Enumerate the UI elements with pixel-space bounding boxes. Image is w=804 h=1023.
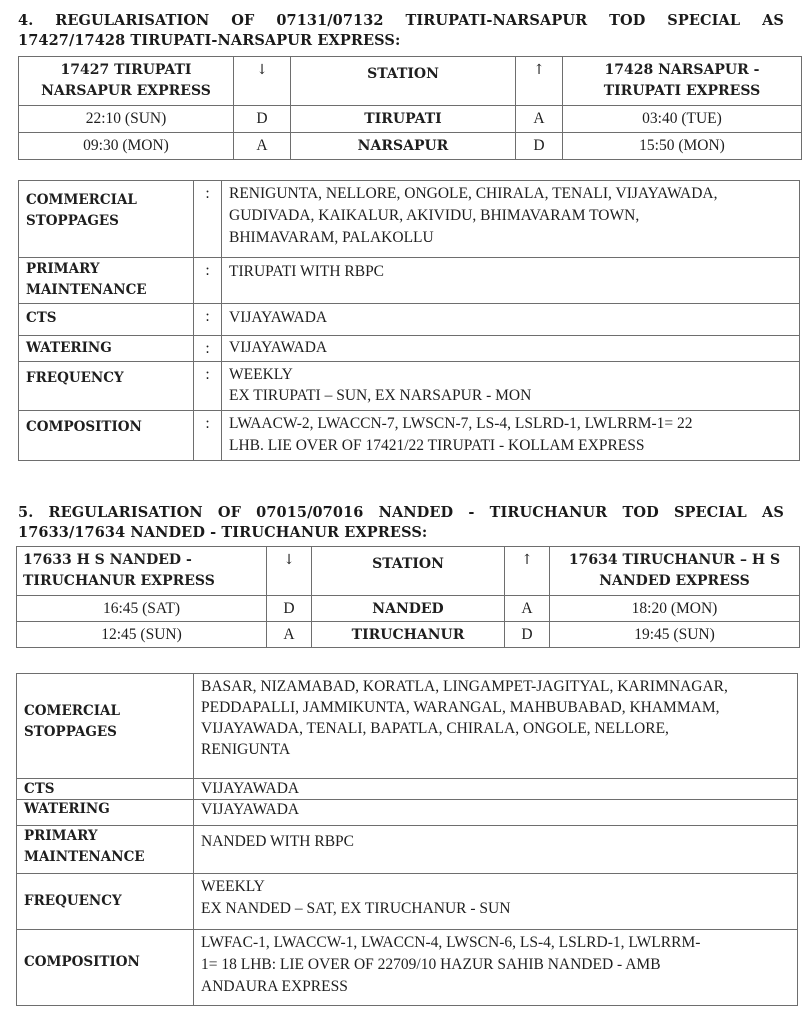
- detail-row-maintenance: [19, 258, 800, 304]
- maintenance-label: [19, 258, 194, 304]
- composition-line: 1= 18 LHB: LIE OVER OF 22709/10 HAZUR SAHIB NANDED - AMB: [201, 956, 661, 973]
- colon: :: [194, 304, 222, 336]
- maintenance-value: TIRUPATI WITH RBPC: [222, 258, 800, 304]
- frequency-value: [194, 874, 798, 930]
- label-text: STOPPAGES: [26, 213, 119, 229]
- heading-word: TOD: [609, 12, 646, 29]
- heading-word: 07131/07132: [276, 12, 384, 29]
- down-flag: D: [267, 596, 312, 622]
- down-time: 22:10 (SUN): [19, 106, 234, 133]
- up-flag: D: [516, 133, 563, 160]
- heading-word: -: [468, 504, 475, 521]
- up-arrow-icon: ↑: [516, 57, 563, 106]
- down-arrow-icon: ↓: [234, 57, 291, 106]
- heading-word: TOD: [622, 504, 659, 521]
- composition-value: [222, 411, 800, 461]
- up-time: 03:40 (TUE): [563, 106, 802, 133]
- maintenance-label: [17, 826, 194, 874]
- station-name: NARSAPUR: [291, 133, 516, 160]
- down-flag: D: [234, 106, 291, 133]
- detail-row-composition: [19, 411, 800, 461]
- header-text: TIRUCHANUR EXPRESS: [23, 573, 215, 589]
- maintenance-value: NANDED WITH RBPC: [194, 826, 798, 874]
- label-text: COMERCIAL: [24, 703, 120, 719]
- colon: :: [194, 362, 222, 411]
- up-flag: D: [505, 622, 550, 648]
- down-flag: A: [267, 622, 312, 648]
- header-text: 17634 TIRUCHANUR – H S: [568, 552, 781, 568]
- colon: :: [194, 411, 222, 461]
- station-name: TIRUCHANUR: [312, 622, 505, 648]
- detail-row-stoppages: [19, 181, 800, 258]
- header-text: 17633 H S NANDED -: [23, 552, 192, 568]
- label-text: MAINTENANCE: [26, 282, 147, 298]
- header-text: TIRUPATI EXPRESS: [603, 83, 761, 99]
- schedule-header-row: [17, 547, 800, 596]
- down-time: 16:45 (SAT): [17, 596, 267, 622]
- label-text: COMMERCIAL: [26, 192, 137, 208]
- up-train-header: [563, 57, 802, 106]
- cts-value: VIJAYAWADA: [222, 304, 800, 336]
- detail-row-frequency: [17, 874, 798, 930]
- frequency-value: [222, 362, 800, 411]
- heading-word: REGULARISATION: [55, 12, 210, 29]
- frequency-line: EX NANDED – SAT, EX TIRUCHANUR - SUN: [201, 900, 511, 917]
- composition-line: LWAACW-2, LWACCN-7, LWSCN-7, LS-4, LSLRD-1, LWLRRM-1= 22: [229, 415, 693, 432]
- colon: :: [194, 336, 222, 362]
- stoppages-label: [19, 181, 194, 258]
- header-text: 17427 TIRUPATI: [60, 62, 192, 78]
- section-4-heading-line-1: [18, 11, 784, 31]
- watering-label: WATERING: [19, 336, 194, 362]
- down-time: 12:45 (SUN): [17, 622, 267, 648]
- up-flag: A: [516, 106, 563, 133]
- detail-row-maintenance: [17, 826, 798, 874]
- station-name: NANDED: [312, 596, 505, 622]
- heading-word: AS: [762, 504, 784, 521]
- schedule-row: [17, 596, 800, 622]
- stoppages-line: RENIGUNTA, NELLORE, ONGOLE, CHIRALA, TENALI, VIJAYAWADA,: [229, 185, 718, 202]
- heading-word: 5.: [18, 504, 34, 521]
- up-time: 15:50 (MON): [563, 133, 802, 160]
- up-train-header: [550, 547, 800, 596]
- down-train-header: [17, 547, 267, 596]
- section-4-heading-line-2: 17427/17428 TIRUPATI-NARSAPUR EXPRESS:: [18, 32, 401, 49]
- section-5-schedule-table: [16, 546, 800, 648]
- heading-word: AS: [762, 12, 784, 29]
- stoppages-line: RENIGUNTA: [201, 741, 291, 758]
- watering-value: VIJAYAWADA: [222, 336, 800, 362]
- header-text: NANDED EXPRESS: [599, 573, 750, 589]
- header-text: 17428 NARSAPUR -: [604, 62, 760, 78]
- section-5-heading-line-1: [18, 503, 784, 523]
- detail-row-composition: [17, 930, 798, 1006]
- detail-row-cts: [17, 779, 798, 800]
- section-4-schedule-table: [18, 56, 802, 160]
- schedule-header-row: [19, 57, 802, 106]
- frequency-label: FREQUENCY: [19, 362, 194, 411]
- composition-label: COMPOSITION: [17, 930, 194, 1006]
- up-time: 19:45 (SUN): [550, 622, 800, 648]
- label-text: PRIMARY: [26, 261, 100, 277]
- up-time: 18:20 (MON): [550, 596, 800, 622]
- cts-value: VIJAYAWADA: [194, 779, 798, 800]
- heading-word: OF: [217, 504, 241, 521]
- composition-label: COMPOSITION: [19, 411, 194, 461]
- down-train-header: [19, 57, 234, 106]
- down-flag: A: [234, 133, 291, 160]
- label-text: MAINTENANCE: [24, 849, 145, 865]
- stoppages-label: [17, 674, 194, 779]
- heading-word: NANDED: [378, 504, 454, 521]
- frequency-line: WEEKLY: [229, 366, 293, 383]
- frequency-line: WEEKLY: [201, 878, 265, 895]
- section-5-heading-line-2: 17633/17634 NANDED - TIRUCHANUR EXPRESS:: [18, 524, 428, 541]
- section-5-heading: [18, 503, 784, 543]
- detail-row-stoppages: [17, 674, 798, 779]
- detail-row-frequency: [19, 362, 800, 411]
- label-text: PRIMARY: [24, 828, 98, 844]
- heading-word: OF: [231, 12, 255, 29]
- composition-line: LHB. LIE OVER OF 17421/22 TIRUPATI - KOLLAM EXPRESS: [229, 437, 645, 454]
- heading-word: SPECIAL: [673, 504, 747, 521]
- up-arrow-icon: ↑: [505, 547, 550, 596]
- watering-value: VIJAYAWADA: [194, 800, 798, 826]
- stoppages-line: GUDIVADA, KAIKALUR, AKIVIDU, BHIMAVARAM TOWN,: [229, 207, 640, 224]
- composition-value: [194, 930, 798, 1006]
- cts-label: CTS: [19, 304, 194, 336]
- composition-line: ANDAURA EXPRESS: [201, 978, 348, 995]
- down-time: 09:30 (MON): [19, 133, 234, 160]
- stoppages-value: [194, 674, 798, 779]
- section-4-heading: [18, 11, 784, 51]
- station-name: TIRUPATI: [291, 106, 516, 133]
- down-arrow-icon: ↓: [267, 547, 312, 596]
- heading-word: TIRUPATI-NARSAPUR: [405, 12, 588, 29]
- heading-word: REGULARISATION: [48, 504, 203, 521]
- heading-word: SPECIAL: [667, 12, 741, 29]
- up-flag: A: [505, 596, 550, 622]
- detail-row-watering: [17, 800, 798, 826]
- schedule-row: [19, 133, 802, 160]
- schedule-row: [17, 622, 800, 648]
- composition-line: LWFAC-1, LWACCW-1, LWACCN-4, LWSCN-6, LS-4, LSLRD-1, LWLRRM-: [201, 934, 701, 951]
- detail-row-watering: [19, 336, 800, 362]
- station-header: STATION: [312, 547, 505, 596]
- heading-word: 4.: [18, 12, 34, 29]
- stoppages-line: VIJAYAWADA, TENALI, BAPATLA, CHIRALA, ONGOLE, NELLORE,: [201, 720, 669, 737]
- header-text: NARSAPUR EXPRESS: [41, 83, 211, 99]
- label-text: STOPPAGES: [24, 724, 117, 740]
- stoppages-line: BHIMAVARAM, PALAKOLLU: [229, 229, 434, 246]
- stoppages-value: [222, 181, 800, 258]
- colon: :: [194, 181, 222, 258]
- stoppages-line: BASAR, NIZAMABAD, KORATLA, LINGAMPET-JAGITYAL, KARIMNAGAR,: [201, 678, 728, 695]
- colon: :: [194, 258, 222, 304]
- station-header: STATION: [291, 57, 516, 106]
- section-5-details-table: [16, 673, 798, 1006]
- frequency-line: EX TIRUPATI – SUN, EX NARSAPUR - MON: [229, 387, 532, 404]
- detail-row-cts: [19, 304, 800, 336]
- cts-label: CTS: [17, 779, 194, 800]
- watering-label: WATERING: [17, 800, 194, 826]
- section-4-details-table: [18, 180, 800, 461]
- frequency-label: FREQUENCY: [17, 874, 194, 930]
- schedule-row: [19, 106, 802, 133]
- heading-word: TIRUCHANUR: [489, 504, 608, 521]
- heading-word: 07015/07016: [256, 504, 364, 521]
- stoppages-line: PEDDAPALLI, JAMMIKUNTA, WARANGAL, MAHBUBABAD, KHAMMAM,: [201, 699, 720, 716]
